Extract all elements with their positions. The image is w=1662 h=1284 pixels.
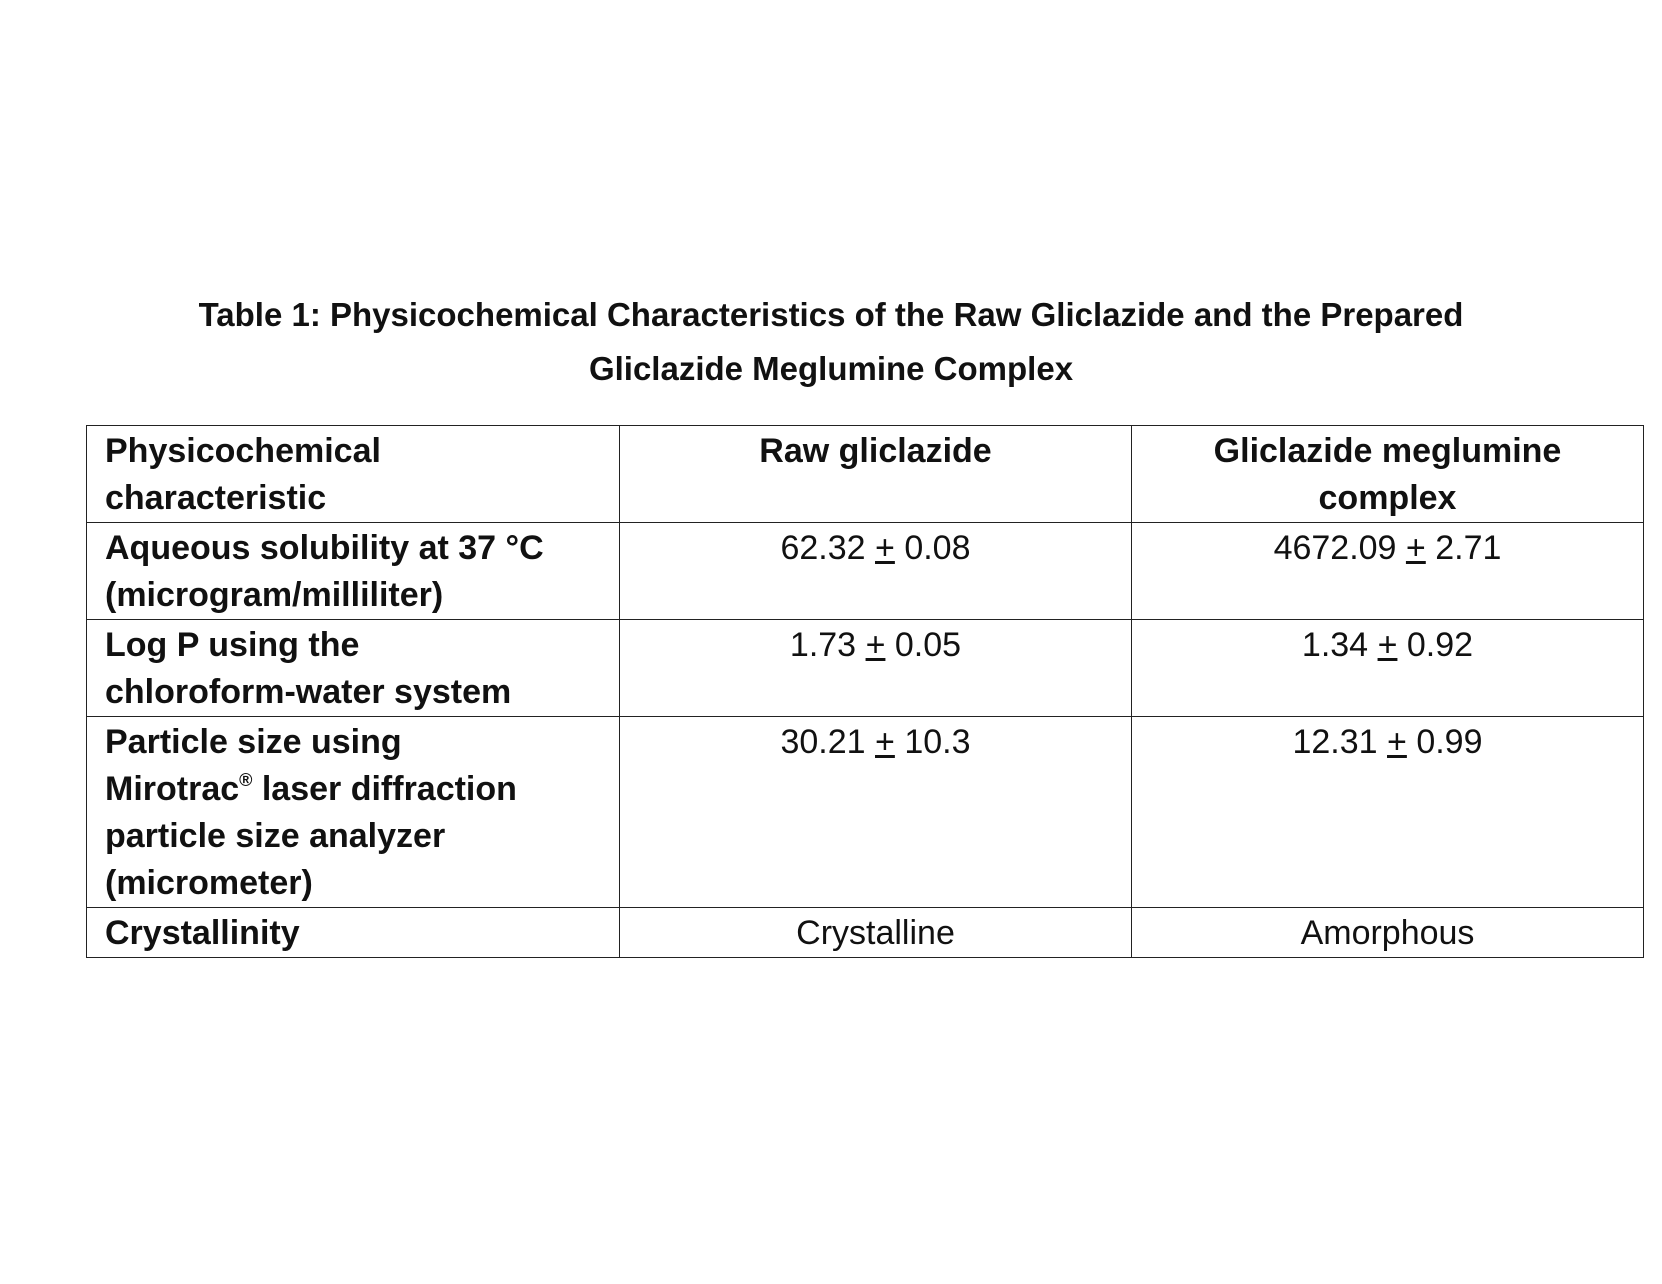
table-row	[87, 908, 1644, 958]
registered-mark: ®	[239, 770, 253, 790]
complex-sd: 2.71	[1435, 529, 1502, 567]
header-raw-gliclazide: Raw gliclazide	[620, 426, 1132, 523]
table-row	[87, 620, 1644, 717]
raw-mean: 1.73	[789, 626, 857, 664]
header-complex-line-2: complex	[1318, 479, 1457, 517]
cell-complex-crystallinity: Amorphous	[1132, 908, 1644, 958]
row-label-line: Log P using the	[105, 626, 360, 664]
row-label-line: Aqueous solubility at 37 °C	[105, 529, 544, 567]
cell-raw-solubility	[620, 523, 1132, 620]
row-label-line: Particle size using	[105, 723, 402, 761]
table-header-row	[87, 426, 1644, 523]
cell-complex-logp	[1132, 620, 1644, 717]
cell-raw-logp	[620, 620, 1132, 717]
raw-mean: 62.32	[780, 529, 866, 567]
cell-raw-particle-size	[620, 717, 1132, 908]
characteristics-table	[86, 425, 1644, 958]
row-label-solubility	[87, 523, 620, 620]
row-label-particle-size	[87, 717, 620, 908]
raw-sd: 0.05	[894, 626, 962, 664]
plus-minus-symbol: +	[1387, 723, 1407, 761]
cell-complex-particle-size	[1132, 717, 1644, 908]
plus-minus-symbol: +	[865, 626, 886, 664]
raw-sd: 10.3	[904, 723, 971, 761]
plus-minus-symbol: +	[875, 529, 895, 567]
complex-mean: 12.31	[1292, 723, 1378, 761]
raw-mean: 30.21	[780, 723, 866, 761]
table-caption	[0, 288, 1662, 396]
caption-line-1: Table 1: Physicochemical Characteristics of the Raw Gliclazide and the Prepared	[198, 296, 1464, 333]
complex-sd: 0.99	[1416, 723, 1483, 761]
plus-minus-symbol: +	[875, 723, 895, 761]
complex-mean: 4672.09	[1273, 529, 1397, 567]
plus-minus-symbol: +	[1377, 626, 1398, 664]
row-label-line: (microgram/milliliter)	[105, 576, 444, 614]
header-characteristic-line-1: Physicochemical	[105, 432, 381, 470]
table-row	[87, 717, 1644, 908]
header-characteristic	[87, 426, 620, 523]
cell-raw-crystallinity: Crystalline	[620, 908, 1132, 958]
instrument-name: Mirotrac	[105, 770, 240, 808]
row-label-line: chloroform-water system	[105, 673, 512, 711]
row-label-logp	[87, 620, 620, 717]
table-row	[87, 523, 1644, 620]
instrument-description: laser diffraction	[252, 770, 517, 808]
raw-sd: 0.08	[904, 529, 971, 567]
row-label-line: (micrometer)	[105, 864, 313, 902]
cell-complex-solubility	[1132, 523, 1644, 620]
header-complex-line-1: Gliclazide meglumine	[1213, 432, 1562, 470]
complex-sd: 0.92	[1406, 626, 1474, 664]
header-characteristic-line-2: characteristic	[105, 479, 327, 517]
plus-minus-symbol: +	[1405, 529, 1426, 567]
row-label-crystallinity: Crystallinity	[87, 908, 620, 958]
row-label-line	[105, 766, 611, 813]
caption-line-2: Gliclazide Meglumine Complex	[588, 350, 1074, 387]
row-label-line: particle size analyzer	[105, 817, 446, 855]
header-meglumine-complex	[1132, 426, 1644, 523]
complex-mean: 1.34	[1301, 626, 1369, 664]
